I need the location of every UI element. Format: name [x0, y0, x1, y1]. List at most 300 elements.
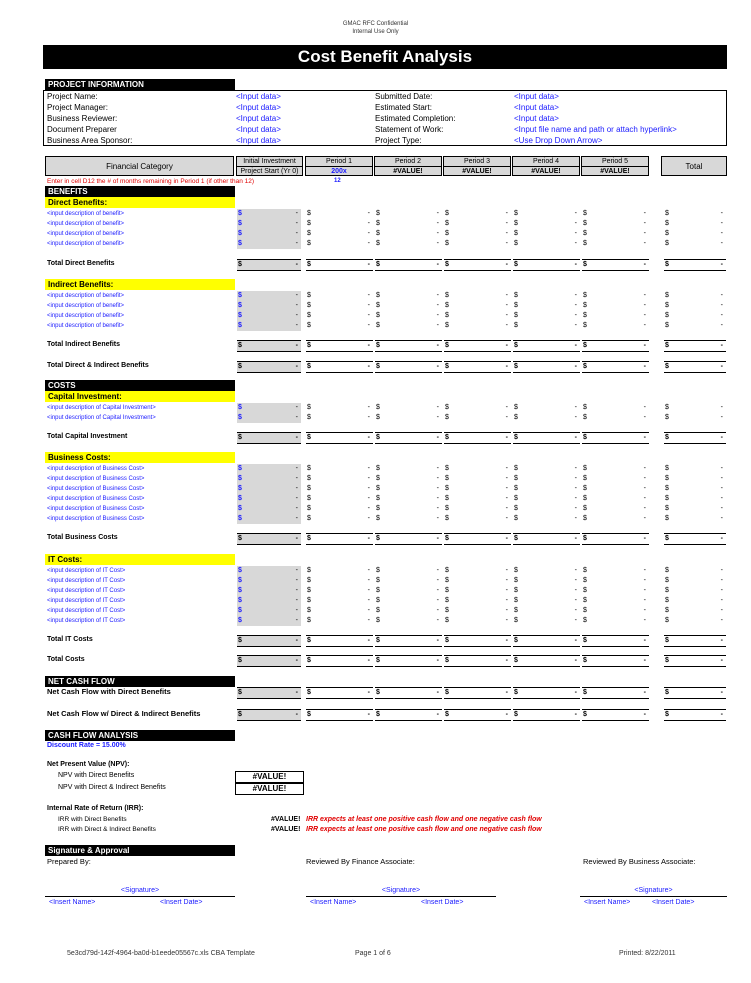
project-field-input[interactable]: <Input data>	[236, 103, 281, 112]
dollar-sign: $	[514, 475, 518, 482]
dollar-sign: $	[583, 230, 587, 237]
amount-cell	[513, 616, 580, 626]
dollar-sign: $	[307, 657, 311, 664]
dollar-sign: $	[376, 567, 380, 574]
amount-cell	[513, 413, 580, 423]
amount-cell	[582, 301, 649, 311]
period-header	[374, 156, 442, 176]
dollar-sign: $	[583, 617, 587, 624]
amount-value: -	[643, 312, 646, 319]
irr-direct-label: IRR with Direct Benefits	[58, 816, 127, 823]
business-cost-description[interactable]: <input description of Business Cost>	[47, 506, 145, 512]
dollar-sign: $	[238, 322, 242, 329]
dollar-sign: $	[514, 637, 518, 644]
amount-cell	[375, 494, 442, 504]
amount-value: -	[367, 292, 370, 299]
amount-value: -	[643, 495, 646, 502]
amount-cell	[664, 239, 726, 249]
dollar-sign: $	[583, 404, 587, 411]
dollar-sign: $	[376, 302, 380, 309]
period-header	[443, 156, 511, 176]
amount-value: -	[574, 302, 577, 309]
dollar-sign: $	[307, 597, 311, 604]
amount-value: -	[720, 689, 723, 696]
amount-value: -	[436, 495, 439, 502]
amount-cell	[664, 474, 726, 484]
amount-cell	[306, 616, 373, 626]
amount-value: -	[295, 607, 298, 614]
benefits-heading: BENEFITS	[45, 186, 235, 197]
amount-cell	[513, 321, 580, 331]
amount-cell[interactable]	[237, 291, 301, 301]
amount-value: -	[643, 689, 646, 696]
dollar-sign: $	[445, 515, 449, 522]
dollar-sign: $	[238, 342, 242, 349]
dollar-sign: $	[514, 597, 518, 604]
it-cost-description[interactable]: <input description of IT Cost>	[47, 578, 126, 584]
amount-value: -	[295, 363, 298, 370]
dollar-sign: $	[307, 210, 311, 217]
dollar-sign: $	[376, 495, 380, 502]
amount-cell	[375, 635, 442, 647]
footer-filename: 5e3cd79d-142f-4964-ba0d-b1eede05567c.xls CBA Template	[67, 950, 255, 957]
amount-cell	[664, 321, 726, 331]
irr-both-label: IRR with Direct & Indirect Benefits	[58, 826, 156, 833]
amount-cell	[513, 340, 580, 352]
amount-value: -	[505, 597, 508, 604]
net-cash-flow-heading: NET CASH FLOW	[45, 676, 235, 687]
amount-value: -	[720, 322, 723, 329]
amount-cell	[582, 259, 649, 271]
benefit-description[interactable]: <input description of benefit>	[47, 323, 125, 329]
signature-field[interactable]: <Signature>	[306, 886, 496, 897]
benefit-description[interactable]: <input description of benefit>	[47, 221, 125, 227]
amount-cell	[513, 533, 580, 545]
amount-cell	[513, 291, 580, 301]
dollar-sign: $	[583, 261, 587, 268]
dollar-sign: $	[238, 657, 242, 664]
amount-cell	[582, 209, 649, 219]
net-cash-flow-direct: Net Cash Flow with Direct Benefits	[47, 687, 171, 696]
dollar-sign: $	[583, 607, 587, 614]
name-field[interactable]: <Insert Name>	[584, 899, 631, 906]
amount-value: -	[720, 475, 723, 482]
project-field-input[interactable]: <Input data>	[236, 136, 281, 145]
amount-value: -	[643, 404, 646, 411]
amount-cell	[664, 596, 726, 606]
period-year: #VALUE!	[444, 166, 510, 176]
business-cost-description[interactable]: <input description of Business Cost>	[47, 476, 145, 482]
amount-value: -	[574, 261, 577, 268]
dollar-sign: $	[307, 607, 311, 614]
amount-cell	[444, 219, 511, 229]
dollar-sign: $	[376, 342, 380, 349]
dollar-sign: $	[583, 342, 587, 349]
amount-cell	[582, 576, 649, 586]
dollar-sign: $	[445, 567, 449, 574]
project-field-input[interactable]: <Input data>	[236, 92, 281, 101]
amount-value: -	[436, 230, 439, 237]
amount-cell	[306, 219, 373, 229]
signature-field[interactable]: <Signature>	[45, 886, 235, 897]
dollar-sign: $	[376, 210, 380, 217]
amount-cell	[582, 596, 649, 606]
benefit-description[interactable]: <input description of benefit>	[47, 303, 125, 309]
benefit-description[interactable]: <input description of benefit>	[47, 241, 125, 247]
capital-description[interactable]: <input description of Capital Investment>	[47, 405, 156, 411]
amount-value: -	[295, 292, 298, 299]
amount-cell	[306, 484, 373, 494]
dollar-sign: $	[665, 434, 669, 441]
amount-cell[interactable]	[237, 514, 301, 524]
project-field-label: Submitted Date:	[375, 92, 433, 101]
project-field-input[interactable]: <Use Drop Down Arrow>	[514, 136, 603, 145]
business-cost-description[interactable]: <input description of Business Cost>	[47, 486, 145, 492]
it-cost-description[interactable]: <input description of IT Cost>	[47, 588, 126, 594]
dollar-sign: $	[307, 312, 311, 319]
amount-value: -	[574, 711, 577, 718]
amount-value: -	[643, 617, 646, 624]
amount-value: -	[295, 689, 298, 696]
amount-cell[interactable]	[237, 311, 301, 321]
dollar-sign: $	[376, 292, 380, 299]
amount-cell	[664, 494, 726, 504]
amount-value: -	[505, 465, 508, 472]
amount-value: -	[295, 637, 298, 644]
amount-value: -	[643, 465, 646, 472]
dollar-sign: $	[376, 637, 380, 644]
amount-cell	[664, 311, 726, 321]
dollar-sign: $	[514, 657, 518, 664]
amount-cell	[306, 239, 373, 249]
signature-field[interactable]: <Signature>	[580, 886, 727, 897]
dollar-sign: $	[583, 587, 587, 594]
capital-description[interactable]: <input description of Capital Investment>	[47, 415, 156, 421]
dollar-sign: $	[665, 567, 669, 574]
amount-cell[interactable]	[237, 576, 301, 586]
amount-cell[interactable]	[237, 209, 301, 219]
dollar-sign: $	[238, 414, 242, 421]
amount-cell[interactable]	[237, 219, 301, 229]
amount-cell[interactable]	[237, 239, 301, 249]
npv-both-value: #VALUE!	[235, 783, 304, 795]
project-field-input[interactable]: <Input file name and path or attach hyperlink>	[514, 125, 677, 134]
date-field[interactable]: <Insert Date>	[421, 899, 464, 906]
dollar-sign: $	[376, 465, 380, 472]
amount-cell[interactable]	[237, 596, 301, 606]
amount-cell	[444, 606, 511, 616]
amount-cell	[306, 361, 373, 373]
amount-value: -	[367, 637, 370, 644]
amount-value: -	[505, 363, 508, 370]
dollar-sign: $	[238, 475, 242, 482]
amount-value: -	[720, 515, 723, 522]
dollar-sign: $	[514, 567, 518, 574]
amount-cell[interactable]	[237, 566, 301, 576]
amount-value: -	[436, 240, 439, 247]
business-cost-description[interactable]: <input description of Business Cost>	[47, 496, 145, 502]
footer-printed: Printed: 8/22/2011	[619, 950, 676, 957]
amount-cell[interactable]	[237, 229, 301, 239]
dollar-sign: $	[583, 292, 587, 299]
amount-cell	[306, 596, 373, 606]
amount-cell	[664, 291, 726, 301]
amount-cell[interactable]	[237, 586, 301, 596]
name-field[interactable]: <Insert Name>	[49, 899, 96, 906]
amount-value: -	[574, 475, 577, 482]
amount-value: -	[436, 322, 439, 329]
dollar-sign: $	[583, 434, 587, 441]
amount-value: -	[505, 434, 508, 441]
amount-cell[interactable]	[237, 494, 301, 504]
dollar-sign: $	[665, 637, 669, 644]
months-value[interactable]: 12	[334, 178, 341, 184]
total-indirect-benefits: Total Indirect Benefits	[47, 341, 120, 348]
amount-cell	[664, 464, 726, 474]
project-field-label: Project Type:	[375, 136, 422, 145]
total-it-costs: Total IT Costs	[47, 636, 93, 643]
amount-value: -	[505, 312, 508, 319]
amount-value: -	[720, 414, 723, 421]
amount-cell[interactable]	[237, 301, 301, 311]
discount-rate[interactable]: Discount Rate = 15.00%	[47, 742, 126, 749]
amount-value: -	[643, 230, 646, 237]
amount-value: -	[367, 587, 370, 594]
amount-cell	[664, 514, 726, 524]
amount-value: -	[643, 637, 646, 644]
dollar-sign: $	[514, 342, 518, 349]
project-field-input[interactable]: <Input data>	[514, 114, 559, 123]
amount-value: -	[574, 363, 577, 370]
amount-value: -	[574, 577, 577, 584]
amount-value: -	[720, 240, 723, 247]
amount-value: -	[295, 230, 298, 237]
amount-cell	[664, 606, 726, 616]
amount-cell	[582, 291, 649, 301]
amount-value: -	[720, 312, 723, 319]
dollar-sign: $	[307, 637, 311, 644]
amount-cell	[237, 687, 301, 699]
benefit-description[interactable]: <input description of benefit>	[47, 313, 125, 319]
dollar-sign: $	[238, 210, 242, 217]
dollar-sign: $	[583, 567, 587, 574]
amount-cell[interactable]	[237, 403, 301, 413]
amount-cell	[444, 655, 511, 667]
amount-value: -	[295, 210, 298, 217]
amount-cell	[582, 514, 649, 524]
amount-cell	[664, 413, 726, 423]
dollar-sign: $	[514, 505, 518, 512]
amount-cell[interactable]	[237, 321, 301, 331]
amount-value: -	[643, 342, 646, 349]
dollar-sign: $	[445, 220, 449, 227]
amount-cell	[444, 514, 511, 524]
amount-cell	[306, 514, 373, 524]
amount-value: -	[436, 515, 439, 522]
amount-value: -	[720, 465, 723, 472]
dollar-sign: $	[238, 587, 242, 594]
dollar-sign: $	[307, 240, 311, 247]
dollar-sign: $	[376, 322, 380, 329]
project-field-label: Statement of Work:	[375, 125, 444, 134]
amount-cell	[306, 413, 373, 423]
dollar-sign: $	[238, 240, 242, 247]
amount-cell	[306, 576, 373, 586]
amount-value: -	[295, 240, 298, 247]
amount-value: -	[574, 342, 577, 349]
dollar-sign: $	[376, 485, 380, 492]
dollar-sign: $	[238, 312, 242, 319]
amount-cell[interactable]	[237, 504, 301, 514]
dollar-sign: $	[238, 535, 242, 542]
dollar-sign: $	[307, 465, 311, 472]
dollar-sign: $	[514, 607, 518, 614]
dollar-sign: $	[514, 577, 518, 584]
dollar-sign: $	[665, 711, 669, 718]
date-field[interactable]: <Insert Date>	[160, 899, 203, 906]
benefit-description[interactable]: <input description of benefit>	[47, 293, 125, 299]
amount-value: -	[367, 711, 370, 718]
amount-cell[interactable]	[237, 616, 301, 626]
total-costs: Total Costs	[47, 656, 85, 663]
amount-value: -	[505, 587, 508, 594]
dollar-sign: $	[376, 434, 380, 441]
amount-value: -	[295, 617, 298, 624]
business-cost-description[interactable]: <input description of Business Cost>	[47, 466, 145, 472]
project-field-label: Document Preparer	[47, 125, 117, 134]
amount-cell	[582, 655, 649, 667]
amount-cell	[444, 504, 511, 514]
amount-cell	[582, 504, 649, 514]
dollar-sign: $	[583, 535, 587, 542]
amount-value: -	[574, 292, 577, 299]
dollar-sign: $	[665, 414, 669, 421]
project-field-input[interactable]: <Input data>	[514, 103, 559, 112]
dollar-sign: $	[376, 363, 380, 370]
period-year[interactable]: 200x	[306, 166, 372, 176]
amount-value: -	[720, 577, 723, 584]
amount-cell	[375, 533, 442, 545]
period-year: #VALUE!	[375, 166, 441, 176]
amount-cell[interactable]	[237, 464, 301, 474]
dollar-sign: $	[583, 312, 587, 319]
amount-value: -	[367, 342, 370, 349]
amount-value: -	[643, 302, 646, 309]
dollar-sign: $	[665, 292, 669, 299]
amount-value: -	[574, 485, 577, 492]
amount-value: -	[505, 637, 508, 644]
amount-value: -	[505, 342, 508, 349]
amount-cell	[306, 635, 373, 647]
amount-cell	[444, 301, 511, 311]
amount-value: -	[367, 577, 370, 584]
amount-value: -	[643, 363, 646, 370]
amount-cell[interactable]	[237, 484, 301, 494]
dollar-sign: $	[665, 657, 669, 664]
amount-value: -	[643, 535, 646, 542]
dollar-sign: $	[583, 577, 587, 584]
dollar-sign: $	[583, 637, 587, 644]
it-cost-description[interactable]: <input description of IT Cost>	[47, 618, 126, 624]
dollar-sign: $	[665, 587, 669, 594]
dollar-sign: $	[665, 617, 669, 624]
amount-value: -	[367, 312, 370, 319]
amount-value: -	[295, 220, 298, 227]
amount-value: -	[505, 220, 508, 227]
amount-cell[interactable]	[237, 413, 301, 423]
business-cost-description[interactable]: <input description of Business Cost>	[47, 516, 145, 522]
dollar-sign: $	[238, 515, 242, 522]
it-cost-description[interactable]: <input description of IT Cost>	[47, 608, 126, 614]
period-header	[581, 156, 649, 176]
amount-cell	[513, 606, 580, 616]
amount-cell	[306, 687, 373, 699]
it-cost-description[interactable]: <input description of IT Cost>	[47, 568, 126, 574]
dollar-sign: $	[238, 465, 242, 472]
amount-value: -	[643, 567, 646, 574]
amount-value: -	[574, 637, 577, 644]
amount-value: -	[505, 322, 508, 329]
it-cost-description[interactable]: <input description of IT Cost>	[47, 598, 126, 604]
amount-value: -	[574, 495, 577, 502]
dollar-sign: $	[514, 230, 518, 237]
amount-value: -	[436, 312, 439, 319]
dollar-sign: $	[514, 363, 518, 370]
amount-cell[interactable]	[237, 474, 301, 484]
dollar-sign: $	[307, 535, 311, 542]
dollar-sign: $	[445, 342, 449, 349]
amount-value: -	[295, 597, 298, 604]
amount-value: -	[505, 505, 508, 512]
date-field[interactable]: <Insert Date>	[652, 899, 695, 906]
amount-cell	[513, 474, 580, 484]
amount-value: -	[720, 495, 723, 502]
period-label: Period 4	[532, 158, 560, 165]
dollar-sign: $	[307, 363, 311, 370]
amount-cell	[513, 229, 580, 239]
amount-value: -	[720, 230, 723, 237]
amount-value: -	[643, 434, 646, 441]
benefit-description[interactable]: <input description of benefit>	[47, 231, 125, 237]
irr-direct-value: #VALUE!	[271, 816, 301, 823]
dollar-sign: $	[665, 302, 669, 309]
dollar-sign: $	[238, 495, 242, 502]
period-label: Period 5	[601, 158, 629, 165]
amount-cell	[444, 586, 511, 596]
project-field-input[interactable]: <Input data>	[236, 114, 281, 123]
dollar-sign: $	[583, 495, 587, 502]
amount-cell	[513, 514, 580, 524]
amount-cell[interactable]	[237, 606, 301, 616]
amount-value: -	[436, 434, 439, 441]
amount-cell	[375, 239, 442, 249]
name-field[interactable]: <Insert Name>	[310, 899, 357, 906]
amount-cell	[664, 616, 726, 626]
benefit-description[interactable]: <input description of benefit>	[47, 211, 125, 217]
amount-cell	[375, 504, 442, 514]
amount-cell	[375, 464, 442, 474]
amount-cell	[375, 209, 442, 219]
dollar-sign: $	[307, 577, 311, 584]
amount-cell	[306, 321, 373, 331]
dollar-sign: $	[376, 505, 380, 512]
dollar-sign: $	[376, 607, 380, 614]
amount-value: -	[720, 220, 723, 227]
project-field-input[interactable]: <Input data>	[514, 92, 559, 101]
amount-value: -	[720, 342, 723, 349]
amount-value: -	[436, 475, 439, 482]
project-field-input[interactable]: <Input data>	[236, 125, 281, 134]
